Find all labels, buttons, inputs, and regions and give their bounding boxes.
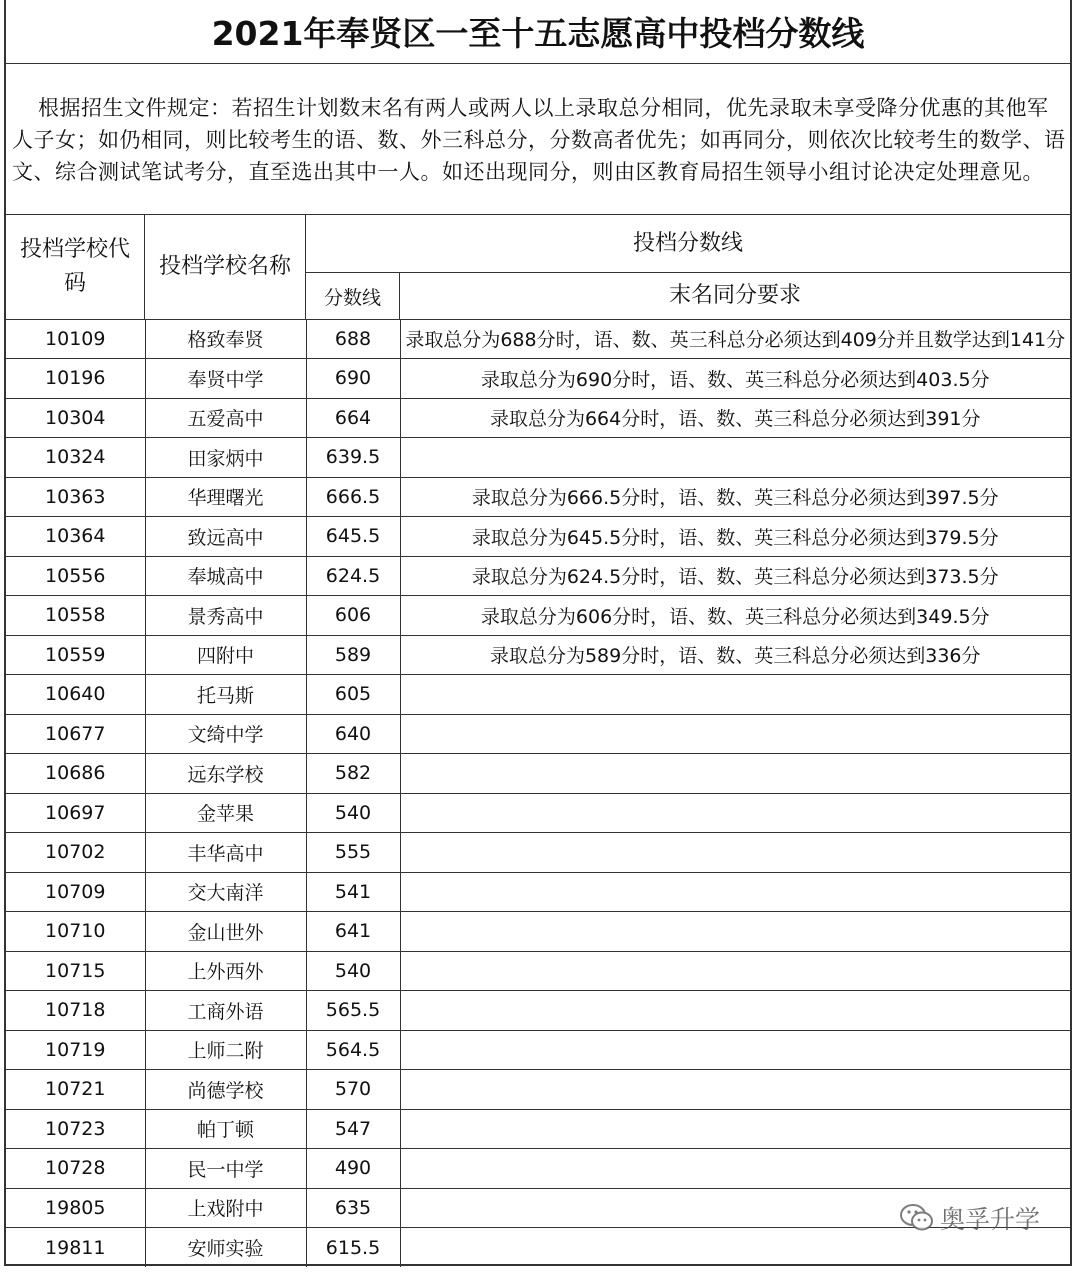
score-cell: 540 [306,951,400,991]
table-row [6,359,1070,399]
tie-rule-cell: 录取总分为589分时，语、数、英三科总分必须达到336分 [400,635,1070,675]
score-cell: 640 [306,714,400,754]
tie-rule-cell [400,754,1070,794]
table-row [6,635,1070,675]
score-cell: 688 [306,319,400,359]
school-name-cell: 金山世外 [145,912,306,952]
school-name-cell: 交大南洋 [145,872,306,912]
score-cell: 589 [306,635,400,675]
school-name-cell: 民一中学 [145,1149,306,1189]
school-name-cell: 帕丁顿 [145,1109,306,1149]
school-name-cell: 四附中 [145,635,306,675]
score-cell: 666.5 [306,477,400,517]
school-code-cell: 19811 [6,1228,145,1268]
tie-rule-cell [400,872,1070,912]
score-cell: 690 [306,359,400,399]
tie-rule-cell: 录取总分为690分时，语、数、英三科总分必须达到403.5分 [400,359,1070,399]
table-row [6,675,1070,715]
score-cell: 565.5 [306,991,400,1031]
school-code-cell: 10324 [6,438,145,478]
header-school-name-label: 投档学校名称 [158,254,291,279]
tie-rule-cell [400,1149,1070,1189]
header-school-code [6,215,145,320]
score-cell: 641 [306,912,400,952]
score-cell: 606 [306,596,400,636]
tie-rule-cell [400,951,1070,991]
score-cell: 555 [306,833,400,873]
tie-rule-cell [400,714,1070,754]
score-cell: 624.5 [306,556,400,596]
school-code-cell: 10559 [6,635,145,675]
school-code-cell: 10710 [6,912,145,952]
table-row [6,1030,1070,1070]
school-code-cell: 10364 [6,517,145,557]
table-row [6,754,1070,794]
score-sheet [4,0,1072,1266]
table-row [6,1149,1070,1189]
table-row [6,556,1070,596]
table-row [6,951,1070,991]
header-school-code-label: 投档学校代码 [19,237,130,296]
score-cell: 582 [306,754,400,794]
watermark-text: 奥孚升学 [939,1205,1040,1234]
header-tie-rule [400,273,1070,320]
school-code-cell: 10728 [6,1149,145,1189]
school-code-cell: 10686 [6,754,145,794]
tie-rule-cell [400,991,1070,1031]
tie-rule-cell: 录取总分为624.5分时，语、数、英三科总分必须达到373.5分 [400,556,1070,596]
table-row [6,438,1070,478]
school-code-cell: 19805 [6,1188,145,1228]
school-name-cell: 丰华高中 [145,833,306,873]
header-school-name [145,215,306,320]
tie-rule-cell [400,1070,1070,1110]
page-title: 2021年奉贤区一至十五志愿高中投档分数线 [6,0,1070,64]
school-code-cell: 10721 [6,1070,145,1110]
school-code-cell: 10196 [6,359,145,399]
tie-rule-cell [400,675,1070,715]
school-code-cell: 10715 [6,951,145,991]
score-cell: 635 [306,1188,400,1228]
tie-rule-cell: 录取总分为666.5分时，语、数、英三科总分必须达到397.5分 [400,477,1070,517]
score-cell: 564.5 [306,1030,400,1070]
school-name-cell: 文绮中学 [145,714,306,754]
table-row [6,1109,1070,1149]
school-name-cell: 安师实验 [145,1228,306,1268]
score-cell: 547 [306,1109,400,1149]
school-name-cell: 上戏附中 [145,1188,306,1228]
tie-rule-cell [400,833,1070,873]
score-cell: 645.5 [306,517,400,557]
table-row [6,596,1070,636]
school-name-cell: 上师二附 [145,1030,306,1070]
table-row [6,477,1070,517]
school-code-cell: 10709 [6,872,145,912]
score-cell: 605 [306,675,400,715]
table-row [6,991,1070,1031]
school-code-cell: 10558 [6,596,145,636]
header-score-group-label: 投档分数线 [632,230,743,256]
admission-rule-note: 根据招生文件规定：若招生计划数末名有两人或两人以上录取总分相同，优先录取未享受降分优惠的其他军人子女；如仍相同，则比较考生的语、数、外三科总分，分数高者优先；如再同分，则依次比较考生的数学、语文、综合测试笔试考分，直至选出其中一人。如还出现同分，则由区教育局招生领导小组讨论决定处理意见。 [12,96,1066,184]
tie-rule-cell: 录取总分为606分时，语、数、英三科总分必须达到349.5分 [400,596,1070,636]
school-code-cell: 10702 [6,833,145,873]
school-code-cell: 10363 [6,477,145,517]
table-row [6,833,1070,873]
header-score-label: 分数线 [323,286,381,309]
school-name-cell: 远东学校 [145,754,306,794]
tie-rule-cell [400,912,1070,952]
table-row [6,319,1070,359]
school-code-cell: 10677 [6,714,145,754]
school-code-cell: 10719 [6,1030,145,1070]
table-row [6,912,1070,952]
school-code-cell: 10640 [6,675,145,715]
table-header [6,214,1070,320]
school-name-cell: 格致奉贤 [145,319,306,359]
tie-rule-cell: 录取总分为645.5分时，语、数、英三科总分必须达到379.5分 [400,517,1070,557]
school-name-cell: 奉贤中学 [145,359,306,399]
school-code-cell: 10723 [6,1109,145,1149]
header-score [306,273,400,320]
header-tie-rule-label: 末名同分要求 [668,283,801,308]
school-name-cell: 致远高中 [145,517,306,557]
score-cell: 639.5 [306,438,400,478]
table-row [6,714,1070,754]
school-code-cell: 10304 [6,398,145,438]
tie-rule-cell [400,438,1070,478]
score-cell: 570 [306,1070,400,1110]
school-name-cell: 华理曙光 [145,477,306,517]
table-row [6,398,1070,438]
school-code-cell: 10109 [6,319,145,359]
tie-rule-cell [400,1030,1070,1070]
school-name-cell: 田家炳中 [145,438,306,478]
tie-rule-cell: 录取总分为664分时，语、数、英三科总分必须达到391分 [400,398,1070,438]
tie-rule-cell [400,1109,1070,1149]
score-cell: 490 [306,1149,400,1189]
school-code-cell: 10556 [6,556,145,596]
score-cell: 615.5 [306,1228,400,1268]
school-name-cell: 景秀高中 [145,596,306,636]
school-name-cell: 上外西外 [145,951,306,991]
school-name-cell: 工商外语 [145,991,306,1031]
tie-rule-cell: 录取总分为688分时，语、数、英三科总分必须达到409分并且数学达到141分 [400,319,1070,359]
school-name-cell: 尚德学校 [145,1070,306,1110]
school-name-cell: 托马斯 [145,675,306,715]
table-row [6,1070,1070,1110]
school-name-cell: 金苹果 [145,793,306,833]
score-cell: 541 [306,872,400,912]
school-code-cell: 10697 [6,793,145,833]
wechat-icon [900,1203,934,1233]
score-cell: 664 [306,398,400,438]
table-row [6,517,1070,557]
score-cell: 540 [306,793,400,833]
school-name-cell: 奉城高中 [145,556,306,596]
school-name-cell: 五爱高中 [145,398,306,438]
header-score-group [306,215,1070,273]
school-code-cell: 10718 [6,991,145,1031]
tie-rule-cell [400,793,1070,833]
watermark [900,1200,1040,1236]
score-table-body [6,319,1070,1267]
score-table [6,319,1070,1267]
table-row [6,793,1070,833]
table-row [6,872,1070,912]
